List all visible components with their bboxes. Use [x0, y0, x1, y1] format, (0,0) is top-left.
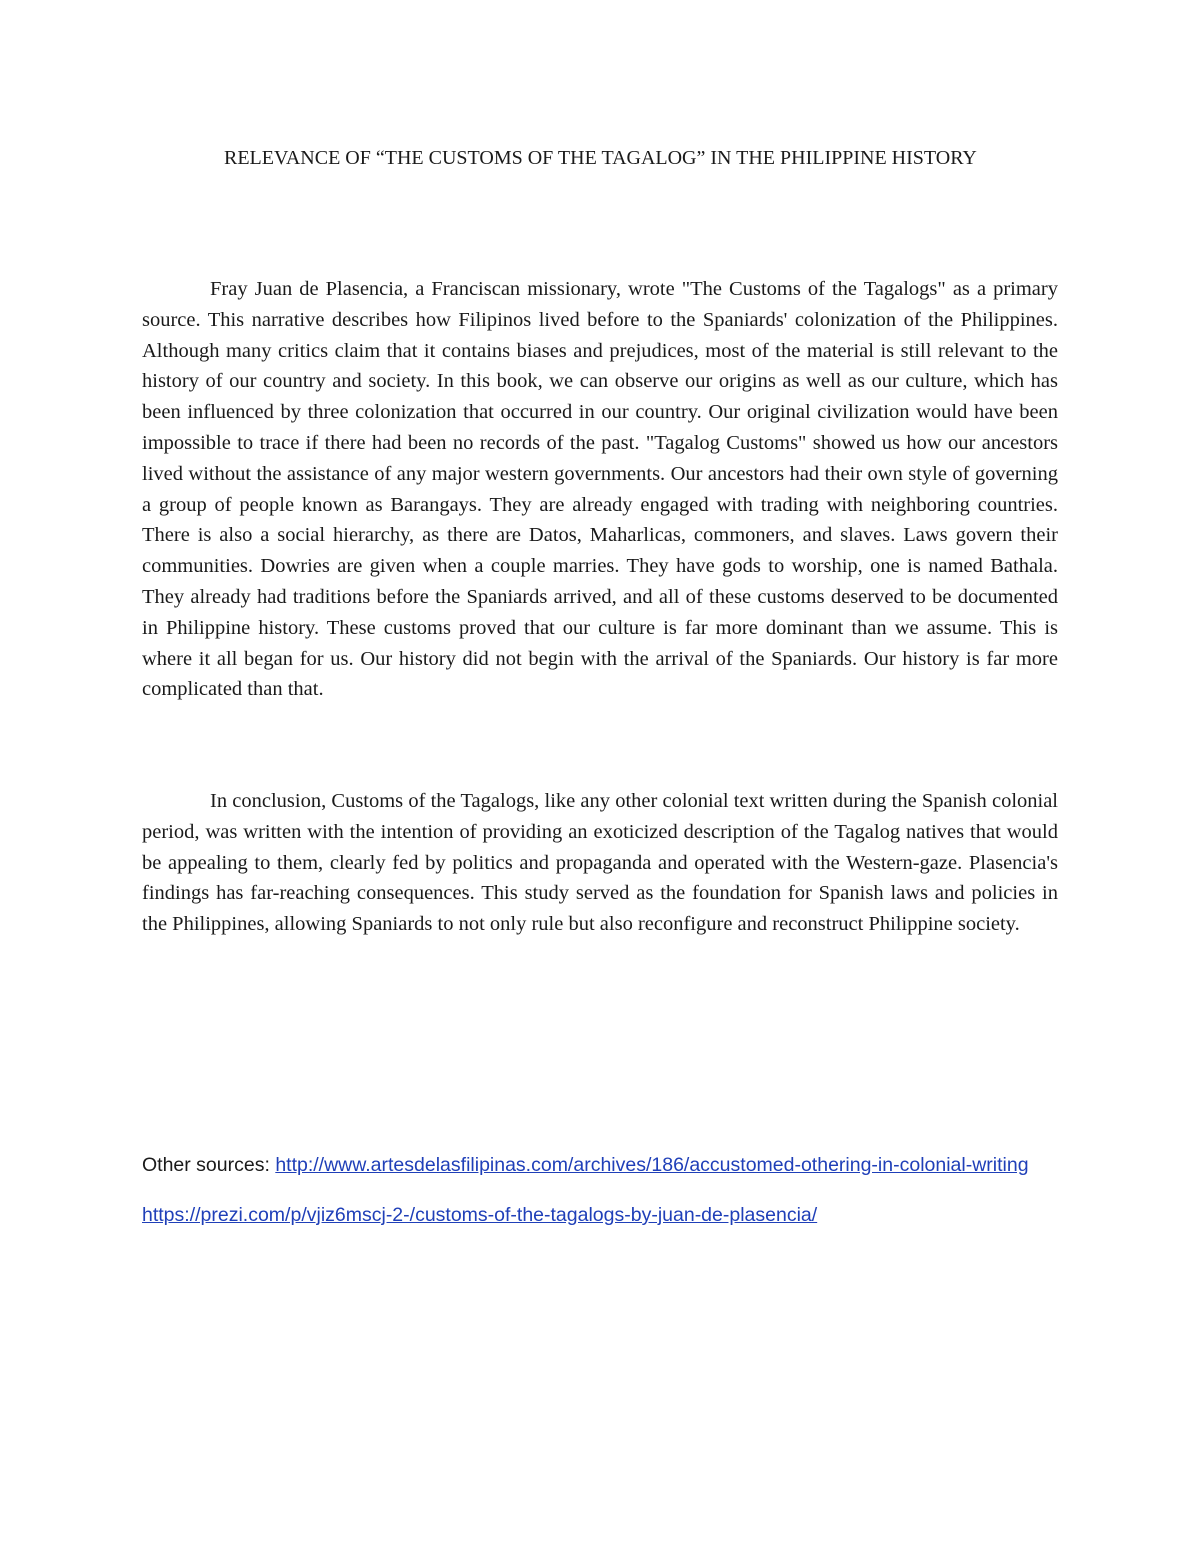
source-link-prezi[interactable]: https://prezi.com/p/vjiz6mscj-2-/customs-of-the-tagalogs-by-juan-de-plasencia/	[142, 1204, 818, 1226]
source-link-artesdelasfilipinas[interactable]: http://www.artesdelasfilipinas.com/archives/186/accustomed-othering-in-colonial-writing	[275, 1154, 1029, 1176]
other-sources	[142, 1140, 1102, 1240]
body-paragraph-1: Fray Juan de Plasencia, a Franciscan missionary, wrote "The Customs of the Tagalogs" as a primary source. This narrative describes how Filipinos lived before to the Spaniards' colonization of the Philippines. Although many critics claim that it contains biases and prejudices, most of the material is still relevant to the history of our country and society. In this book, we can observe our origins as well as our culture, which has been influenced by three colonization that occurred in our country. Our original civilization would have been impossible to trace if there had been no records of the past. "Tagalog Customs" showed us how our ancestors lived without the assistance of any major western governments. Our ancestors had their own style of governing a group of people known as Barangays. They are already engaged with trading with neighboring countries. There is also a social hierarchy, as there are Datos, Maharlicas, commoners, and slaves. Laws govern their communities. Dowries are given when a couple marries. They have gods to worship, one is named Bathala. They already had traditions before the Spaniards arrived, and all of these customs deserved to be documented in Philippine history. These customs proved that our culture is far more dominant than we assume. This is where it all began for us. Our history did not begin with the arrival of the Spaniards. Our history is far more complicated than that.	[142, 278, 1058, 701]
body-paragraph-2: In conclusion, Customs of the Tagalogs, like any other colonial text written during the Spanish colonial period, was written with the intention of providing an exoticized description of the Tagalog natives that would be appealing to them, clearly fed by politics and propaganda and operated with the Western-gaze. Plasencia's findings has far-reaching consequences. This study served as the foundation for Spanish laws and policies in the Philippines, allowing Spaniards to not only rule but also reconfigure and reconstruct Philippine society.	[142, 790, 1058, 936]
sources-label: Other sources:	[142, 1154, 270, 1176]
document-title: RELEVANCE OF “THE CUSTOMS OF THE TAGALOG” IN THE PHILIPPINE HISTORY	[224, 147, 977, 169]
